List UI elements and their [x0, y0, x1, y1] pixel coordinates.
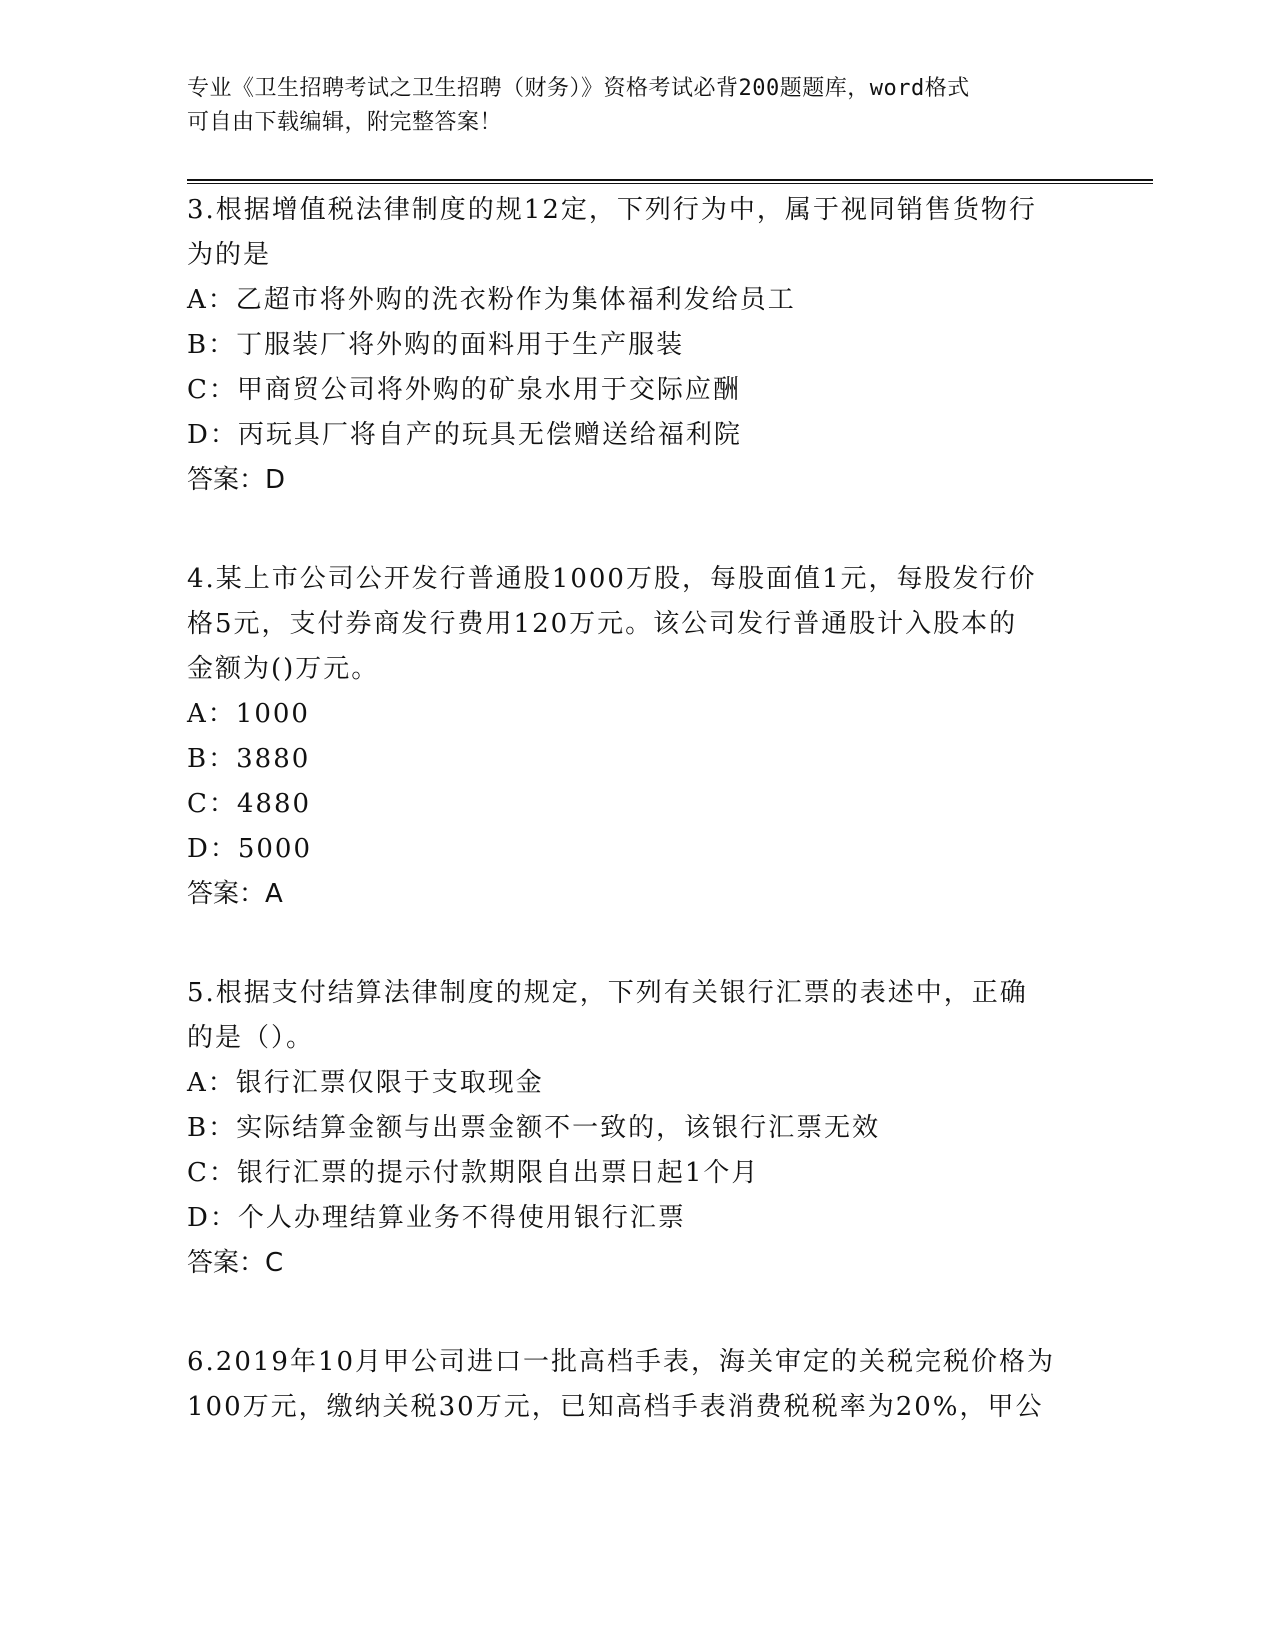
option-a: A：1000	[187, 699, 310, 729]
question-text-line: 5.根据支付结算法律制度的规定，下列有关银行汇票的表述中，正确	[187, 978, 1028, 1008]
question-text-line: 6.2019年10月甲公司进口一批高档手表，海关审定的关税完税价格为	[187, 1347, 1056, 1377]
header-divider-thin	[187, 183, 1153, 184]
option-d: D：5000	[187, 834, 313, 864]
option-a: A：乙超市将外购的洗衣粉作为集体福利发给员工	[187, 285, 796, 315]
question-item	[187, 1340, 1087, 1430]
question-text-line: 金额为()万元。	[187, 654, 380, 684]
document-header	[187, 72, 1067, 140]
question-text-line: 格5元，支付券商发行费用120万元。该公司发行普通股计入股本的	[187, 609, 1018, 639]
question-item	[187, 557, 1087, 917]
answer: 答案：C	[187, 1248, 284, 1278]
question-text-line: 4.某上市公司公开发行普通股1000万股，每股面值1元，每股发行价	[187, 564, 1037, 594]
header-line-1: 专业《卫生招聘考试之卫生招聘（财务）》资格考试必背200题题库，word格式	[187, 76, 970, 101]
option-b: B：丁服装厂将外购的面料用于生产服装	[187, 330, 685, 360]
option-c: C：4880	[187, 789, 312, 819]
option-a: A：银行汇票仅限于支取现金	[187, 1068, 544, 1098]
option-c: C：银行汇票的提示付款期限自出票日起1个月	[187, 1158, 760, 1188]
question-text-line: 3.根据增值税法律制度的规12定，下列行为中，属于视同销售货物行	[187, 195, 1037, 225]
question-item	[187, 188, 1087, 503]
option-d: D：个人办理结算业务不得使用银行汇票	[187, 1203, 686, 1233]
header-line-2: 可自由下载编辑，附完整答案！	[187, 110, 503, 135]
option-b: B：实际结算金额与出票金额不一致的，该银行汇票无效	[187, 1113, 881, 1143]
question-text-line: 的是（）。	[187, 1023, 315, 1053]
question-item	[187, 971, 1087, 1286]
answer: 答案：D	[187, 465, 286, 495]
option-b: B：3880	[187, 744, 311, 774]
question-text-line: 为的是	[187, 240, 272, 270]
answer: 答案：A	[187, 879, 283, 909]
option-c: C：甲商贸公司将外购的矿泉水用于交际应酬	[187, 375, 741, 405]
question-list	[187, 188, 1087, 1484]
header-divider-thick	[187, 179, 1153, 181]
question-text-line: 100万元，缴纳关税30万元，已知高档手表消费税税率为20%，甲公	[187, 1392, 1044, 1422]
option-d: D：丙玩具厂将自产的玩具无偿赠送给福利院	[187, 420, 742, 450]
